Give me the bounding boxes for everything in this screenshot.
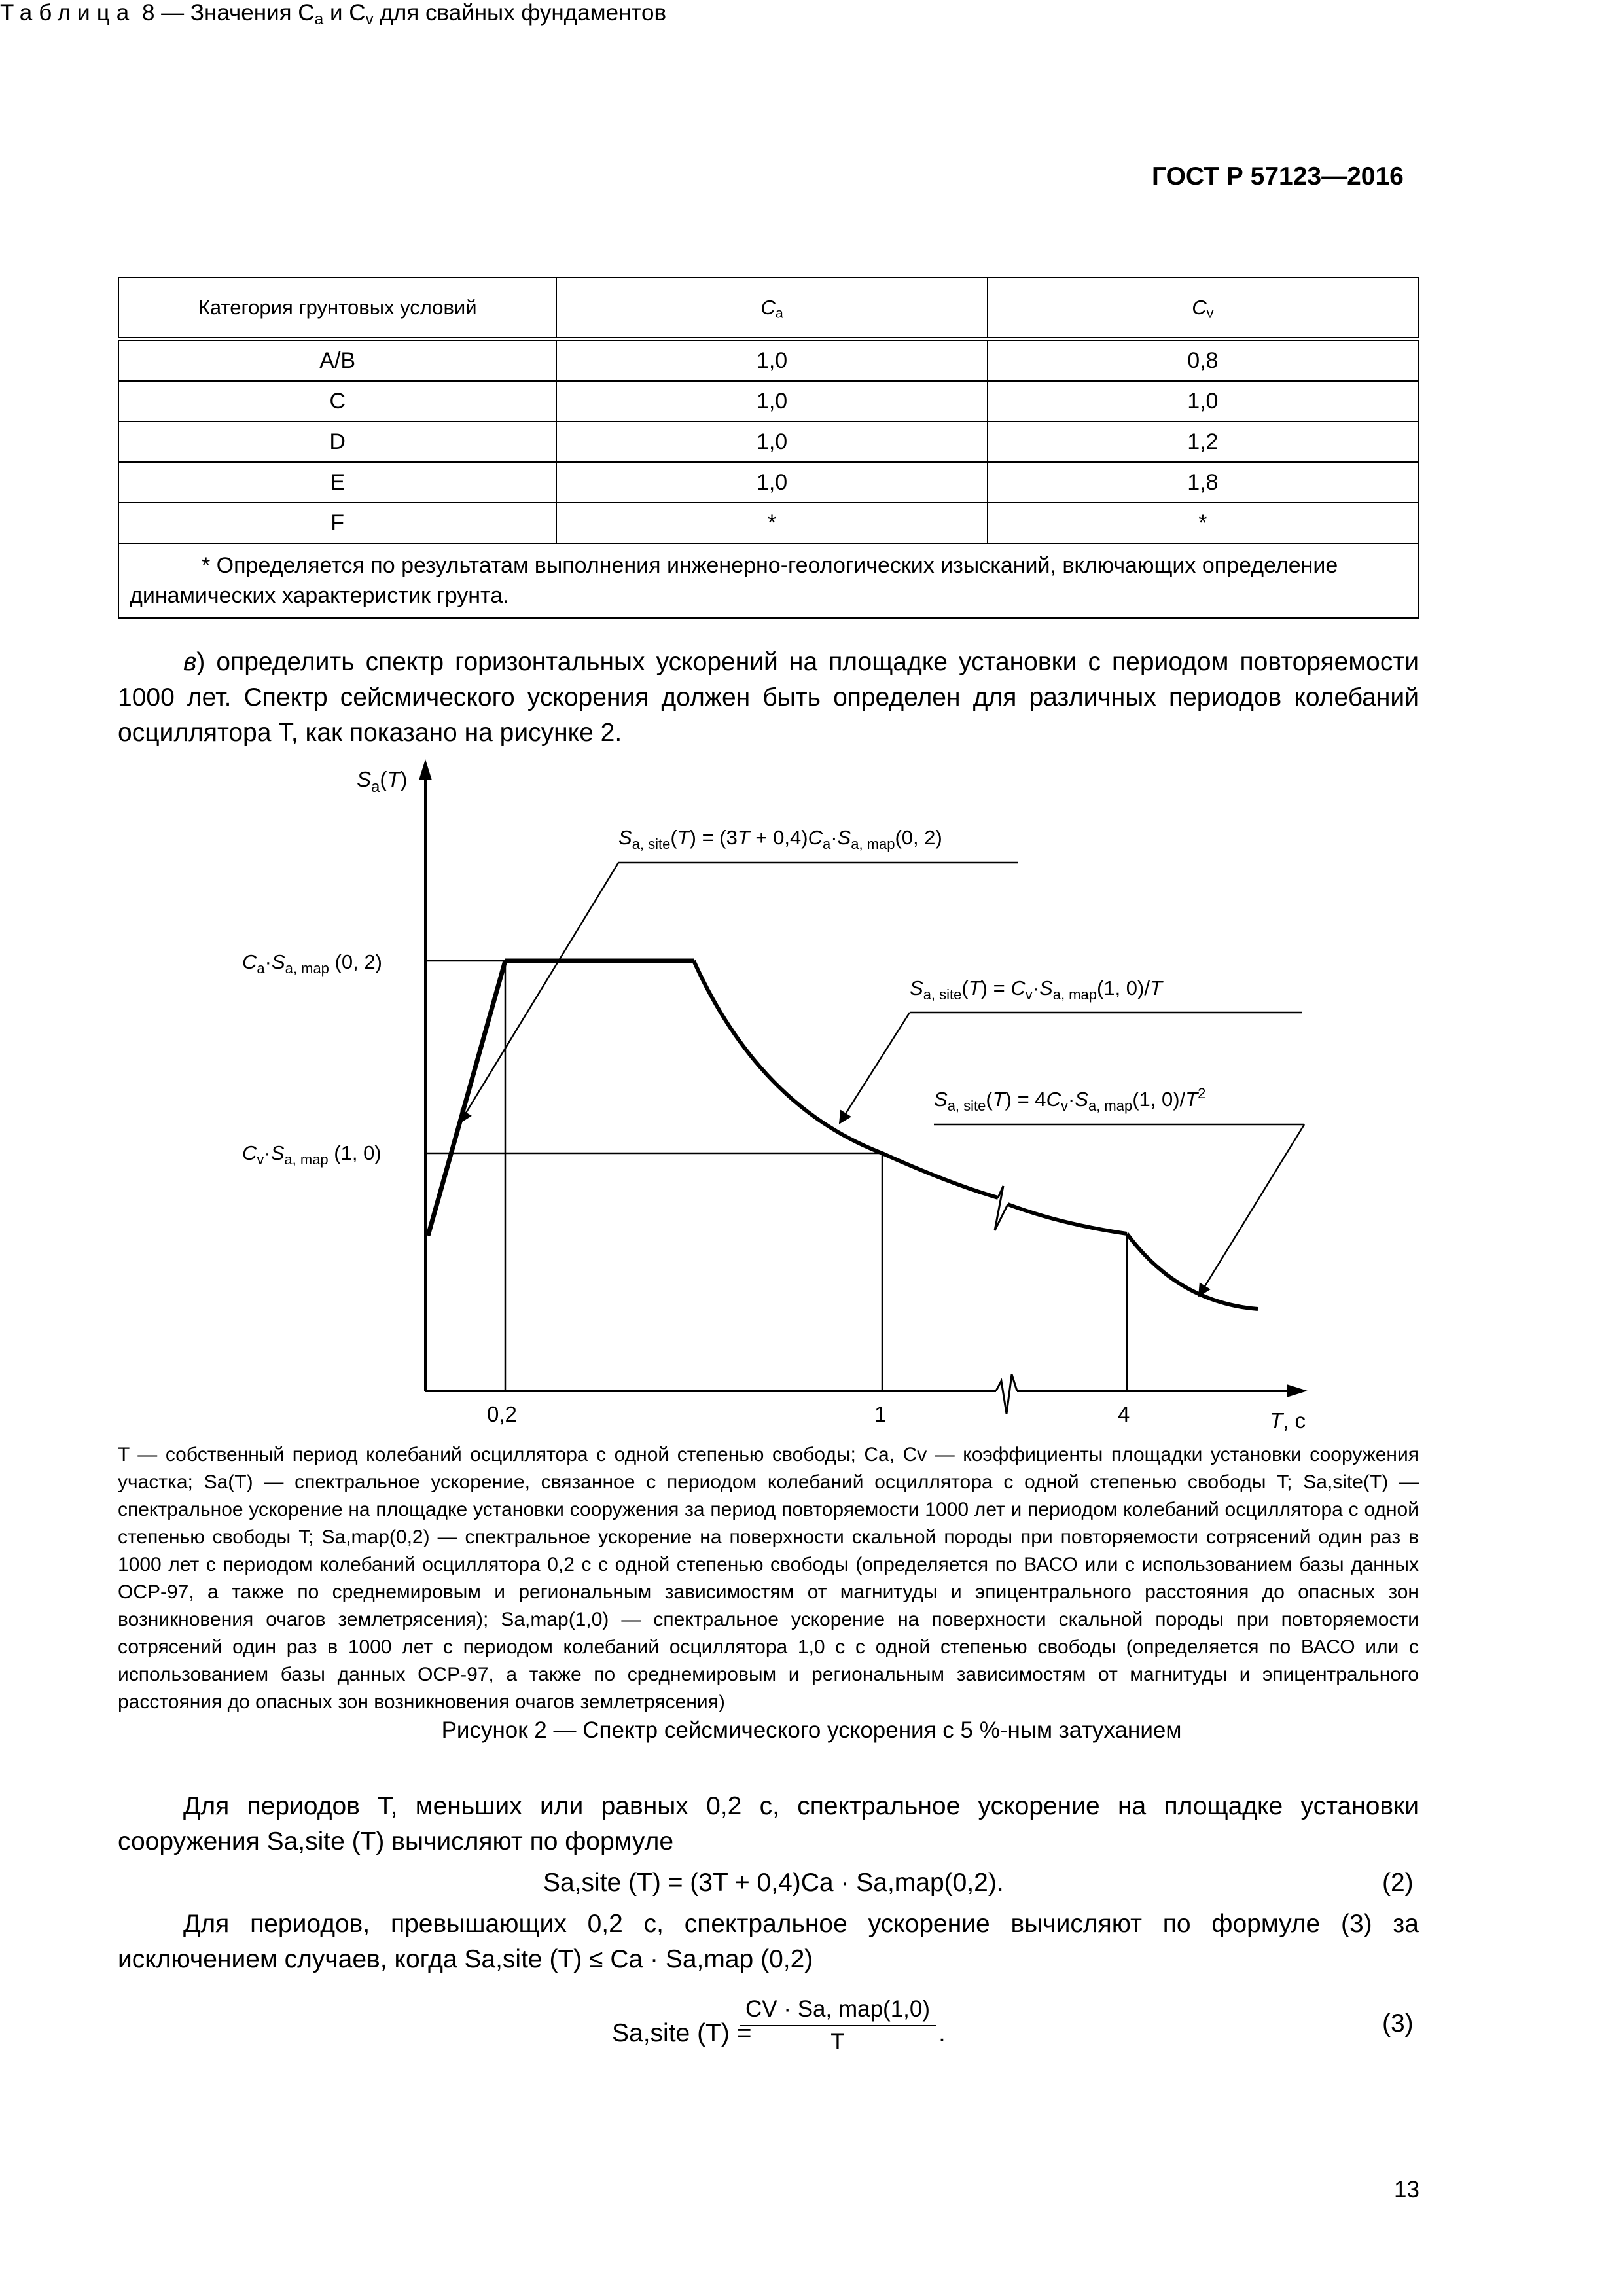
table-caption-text: 8 — Значения C (141, 0, 315, 26)
y-tick-mid-label: $C_v\cdot S_{a, map}$ (1, 0) (242, 1141, 382, 1168)
paragraph-v-text: ) определить спектр горизонтальных ускорений на площадке установки с периодом повторяемости 1000 лет. Спектр сейсмического ускорения должен быть определен для различных периодов колебаний осциллятора T, как показано на рисунке 2. (118, 648, 1419, 747)
formula-3-denominator: T (830, 2029, 845, 2054)
table-caption-tail: для свайных фундаментов (373, 0, 667, 26)
table-cell: 1,0 (556, 381, 987, 422)
formula-3-numerator: CV · Sa, map(1,0) (740, 1996, 936, 2026)
cv-symbol: C (1192, 296, 1207, 319)
spectrum-rising-segment (428, 961, 505, 1236)
leader-long-arrow (1199, 1124, 1304, 1296)
paragraph-v-marker: в (183, 648, 197, 676)
table-caption-and: и C (323, 0, 366, 26)
paragraph-formula3-intro (118, 1907, 1419, 1977)
figure-caption: Рисунок 2 — Спектр сейсмического ускорения с 5 %-ным затуханием (441, 1717, 1182, 1743)
y-axis-arrow (419, 759, 432, 780)
table-cell: 1,0 (556, 422, 987, 462)
x-axis-label: T, с (1270, 1408, 1306, 1433)
table-cell: * (988, 503, 1418, 543)
table-cell: 1,0 (556, 462, 987, 503)
column-header-ca (556, 278, 987, 339)
document-code: ГОСТ Р 57123—2016 (1152, 162, 1404, 190)
table-cell: D (118, 422, 556, 462)
table-cell: E (118, 462, 556, 503)
leader-rise-arrow (460, 863, 618, 1122)
table-row (118, 422, 1418, 462)
equation-number-2: (2) (1382, 1869, 1414, 1897)
table-cell: C (118, 381, 556, 422)
spectrum-curve-break (995, 1186, 1008, 1230)
coefficients-table (118, 277, 1419, 619)
formula-3-fraction (740, 1996, 936, 2055)
table-caption (0, 0, 1623, 29)
x-tick-4: 4 (1118, 1402, 1130, 1426)
paragraph-3-text: Для периодов, превышающих 0,2 с, спектральное ускорение вычисляют по формуле (3) за исключением случаев, когда Sa,site (T) ≤ Ca · Sa,map (0,2) (118, 1910, 1419, 1973)
leader-decay-arrow (840, 1013, 910, 1123)
table-header-row (118, 278, 1418, 339)
x-axis-break (996, 1374, 1017, 1414)
paragraph-formula2-intro (118, 1789, 1419, 1859)
spectrum-decay-segment (694, 961, 998, 1198)
formula-3-lhs: Sa,site (T) = (612, 2019, 752, 2047)
table-cell: 1,2 (988, 422, 1418, 462)
ca-symbol: C (760, 296, 776, 319)
figure-legend: T — собственный период колебаний осциллятора с одной степенью свободы; Ca, Cv — коэффициенты площадки установки сооружения участка; Sa(T) — спектральное ускорение, связанное с периодом колебаний осциллятора с одной степенью свободы T; Sa,site(T) — спектральное ускорение на площадке установки сооружения за период повторяемости 1000 лет и периодом колебаний осциллятора с одной степенью свободы T; Sa,map(0,2) — спектральное ускорение на поверхности скальной породы при повторяемости сотрясений один раз в 1000 лет с периодом колебаний осциллятора 0,2 с с одной степенью свободы (определяется по ВАСО или с использованием базы данных ОСР-97, а также по среднемировым и региональным зависимостям от магнитуды и эпицентрального расстояния до опасных зон возникновения очагов землетрясения); Sa,map(1,0) — спектральное ускорение на поверхности скальной породы при повторяемости сотрясений один раз в 1000 лет с периодом колебаний осциллятора 1,0 с с одной степенью свободы (определяется по ВАСО или с использованием базы данных ОСР-97, а также по среднемировым и региональным зависимостям от магнитуды и эпицентрального расстояния до опасных зон возникновения очагов землетрясения) (118, 1444, 1419, 1713)
formula-decay-label: $S_{a, site}(T) = C_v\cdot S_{a, map}(1$, 0)/T (910, 977, 1162, 1003)
table-cell: 1,8 (988, 462, 1418, 503)
table-cell: F (118, 503, 556, 543)
table-cell: A/B (118, 339, 556, 381)
formula-2: Sa,site (T) = (3T + 0,4)Ca · Sa,map(0,2). (543, 1869, 1004, 1897)
table-row (118, 339, 1418, 381)
table-footnote-text: * Определяется по результатам выполнения инженерно-геологических изысканий, включающих определение динамических характеристик грунта. (130, 553, 1338, 608)
table-caption-sub-a: a (314, 10, 324, 29)
table-caption-prefix: Таблица (0, 0, 136, 26)
table-cell: 0,8 (988, 339, 1418, 381)
page-number: 13 (1394, 2177, 1419, 2202)
cv-sub: v (1206, 304, 1214, 321)
table-row (118, 503, 1418, 543)
formula-3-tail: . (938, 2019, 946, 2047)
formula-rise-label: $S_{a, site}(T) = (3T + 0,4)C_a\cdot S_{a, map}(0$, 2) (618, 826, 942, 852)
table-row (118, 381, 1418, 422)
table-row (118, 462, 1418, 503)
x-tick-0-2: 0,2 (487, 1402, 517, 1426)
x-axis-arrow (1287, 1384, 1308, 1397)
equation-number-3: (3) (1382, 2009, 1414, 2037)
column-header-cv (988, 278, 1418, 339)
x-tick-1: 1 (874, 1402, 887, 1426)
ca-sub: a (775, 304, 783, 321)
formula-long-label: $S_{a, site}(T) = 4C_v\cdot S_{a, map}(1$, $0)/T^2$ (934, 1085, 1206, 1114)
table-footnote (118, 543, 1418, 618)
paragraph-v (118, 645, 1419, 751)
table-cell: 1,0 (556, 339, 987, 381)
y-axis-label: $S_a(T)$ (357, 767, 408, 796)
table-cell: 1,0 (988, 381, 1418, 422)
table-footnote-row (118, 543, 1418, 618)
spectrum-long-segment (1127, 1234, 1258, 1309)
column-header-category: Категория грунтовых условий (118, 278, 556, 339)
y-tick-top-label: $C_a\cdot S_{a, map}$ (0, 2) (242, 950, 382, 977)
table-caption-sub-v: v (365, 10, 374, 29)
spectrum-mid-segment (1008, 1204, 1127, 1234)
paragraph-2-text: Для периодов T, меньших или равных 0,2 с, спектральное ускорение на площадке установки сооружения Sa,site (T) вычисляют по формуле (118, 1792, 1419, 1856)
table-cell: * (556, 503, 987, 543)
